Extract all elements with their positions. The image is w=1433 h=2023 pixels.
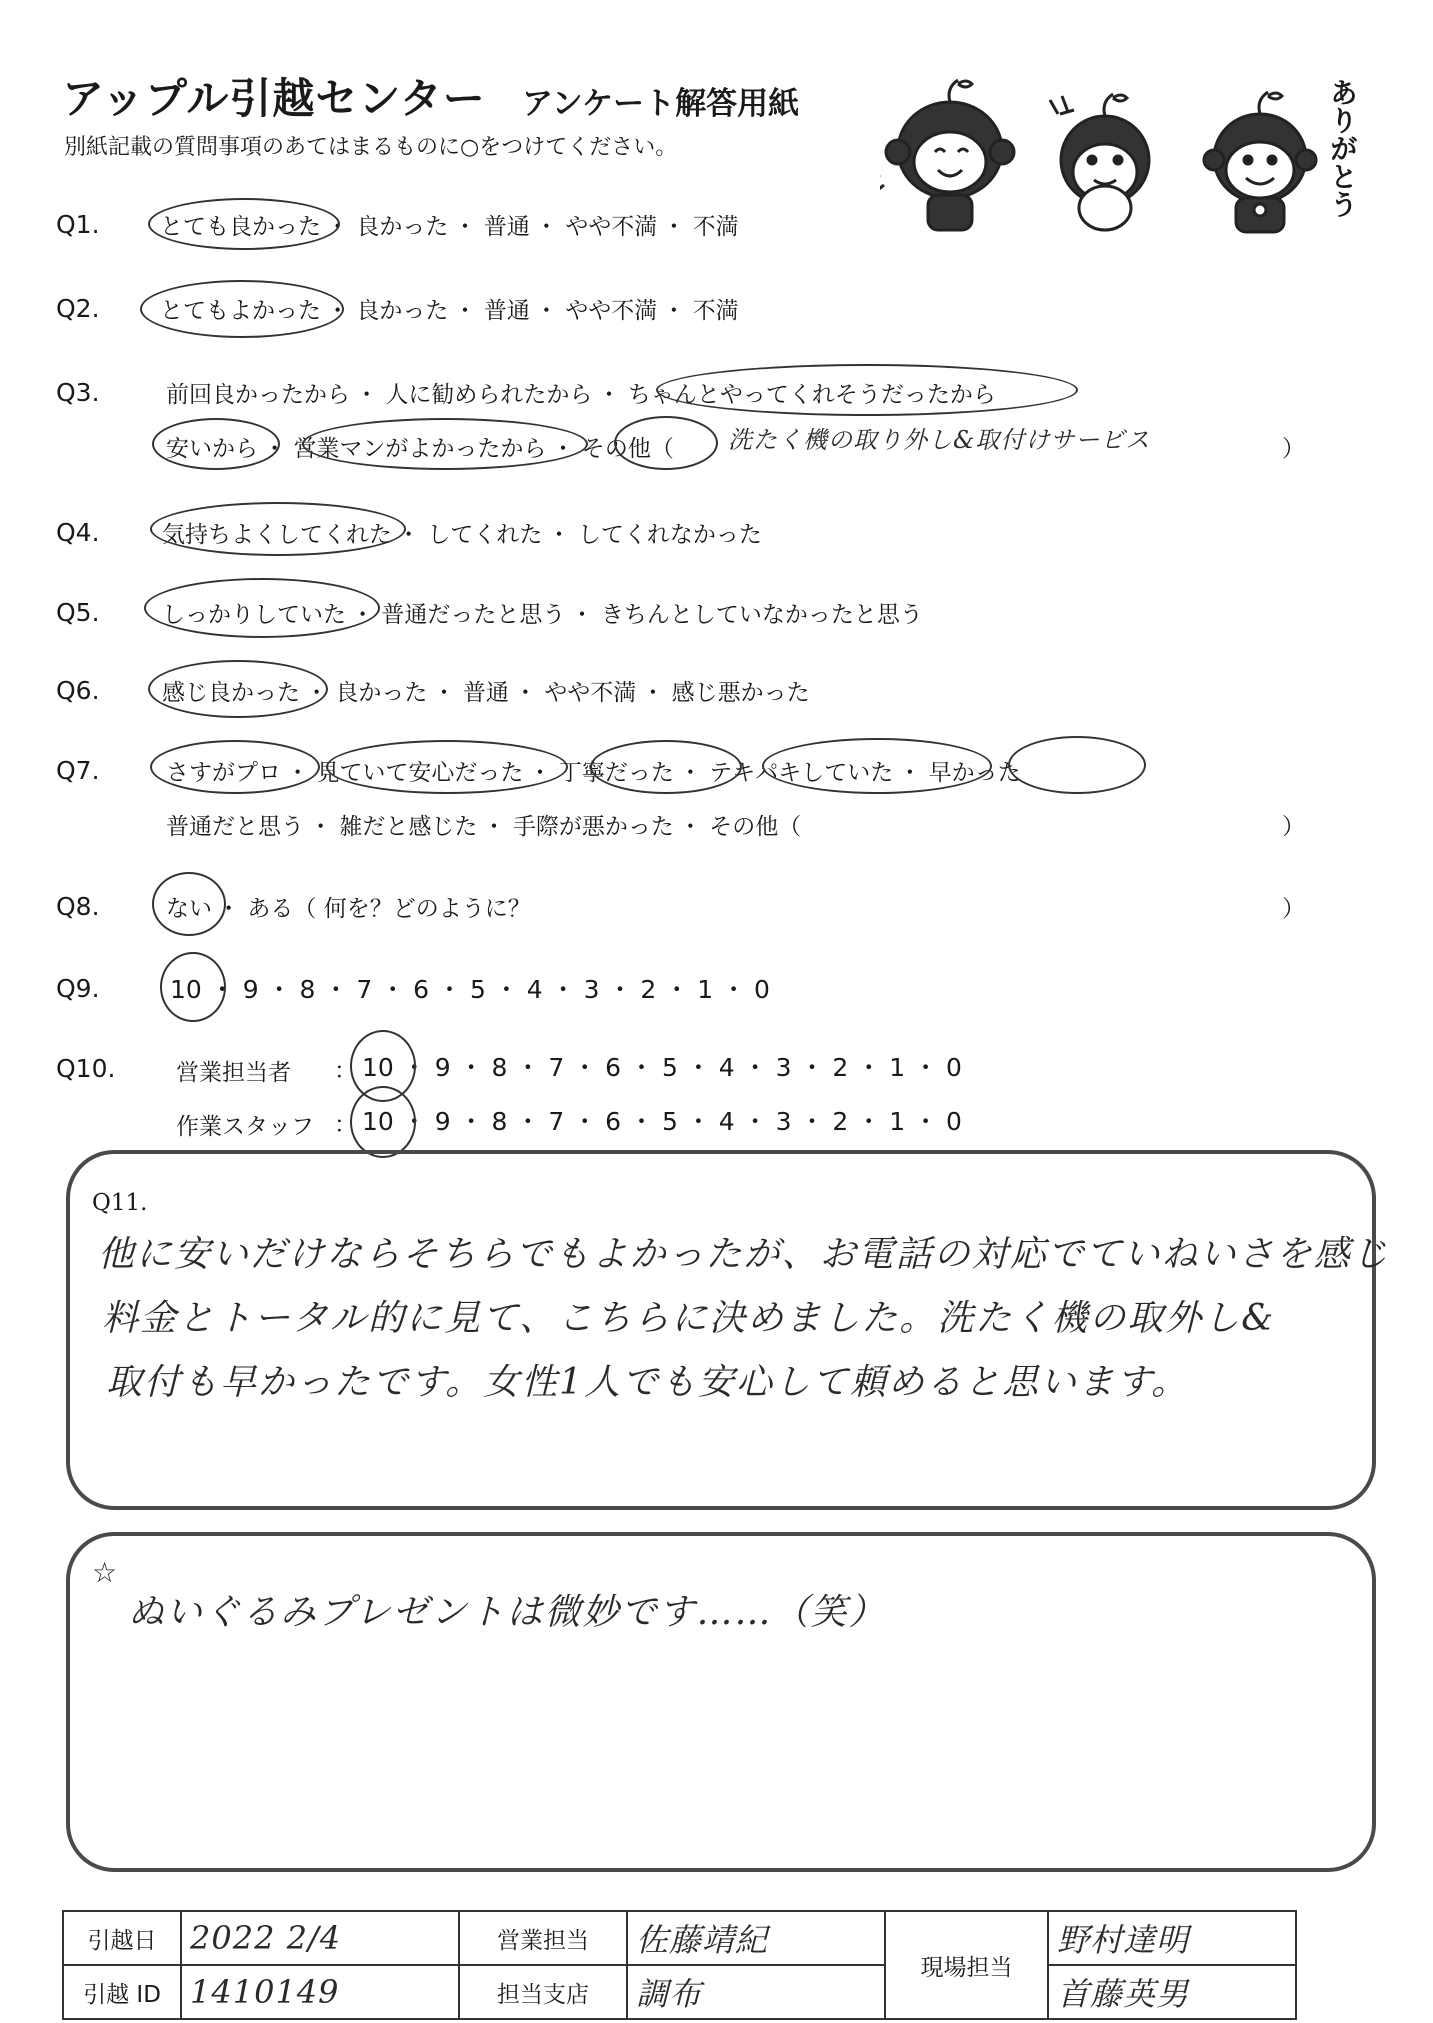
- q7-answer-circle-5: [1008, 736, 1146, 794]
- q10-sales-score-6[interactable]: 6: [605, 1053, 622, 1082]
- q2-option-5[interactable]: 不満: [692, 298, 739, 324]
- site-staff-label: 現場担当: [885, 1911, 1048, 2019]
- q9-score-7[interactable]: 7: [356, 975, 373, 1004]
- q9-label: Q9.: [56, 974, 100, 1003]
- q6-option-3[interactable]: 普通: [462, 680, 509, 706]
- q6-option-1[interactable]: 感じ良かった: [162, 680, 300, 706]
- q4-option-1[interactable]: 気持ちよくしてくれた: [162, 522, 392, 548]
- q3-close-paren: ）: [1282, 436, 1305, 462]
- q9-score-10[interactable]: 10: [170, 975, 202, 1004]
- q2-options: とてもよかった ・ 良かった ・ 普通 ・ やや不満 ・ 不満: [160, 298, 739, 324]
- q1-option-5[interactable]: 不満: [692, 214, 739, 240]
- q7-option-5[interactable]: 早かった: [928, 760, 1021, 786]
- site-staff-value-2: 首藤英男: [1048, 1965, 1296, 2019]
- q7-option-8[interactable]: 手際が悪かった: [512, 814, 674, 840]
- q9-score-6[interactable]: 6: [413, 975, 430, 1004]
- q10-staff-score-4[interactable]: 4: [718, 1107, 735, 1136]
- q9-score-8[interactable]: 8: [299, 975, 316, 1004]
- move-date-value: 2022 2/4: [181, 1911, 459, 1965]
- q8-close-paren: ）: [1282, 896, 1305, 922]
- q10-sales-score-2[interactable]: 2: [832, 1053, 849, 1082]
- q10-staff-score-10[interactable]: 10: [362, 1107, 394, 1136]
- instruction-text: 別紙記載の質問事項のあてはまるものに○をつけてください。: [64, 135, 678, 160]
- q10-label: Q10.: [56, 1054, 116, 1083]
- q8-option-1[interactable]: ない: [166, 896, 212, 922]
- q6-options: 感じ良かった ・ 良かった ・ 普通 ・ やや不満 ・ 感じ悪かった: [162, 680, 810, 706]
- q10-sales-score-0[interactable]: 0: [946, 1053, 962, 1082]
- q10-sales-score-7[interactable]: 7: [548, 1053, 565, 1082]
- q9-score-1[interactable]: 1: [697, 975, 714, 1004]
- q7-option-2[interactable]: 見ていて安心だった: [316, 760, 524, 786]
- q10-staff-score-7[interactable]: 7: [548, 1107, 565, 1136]
- q2-option-1[interactable]: とてもよかった: [160, 298, 321, 324]
- branch-label: 担当支店: [459, 1965, 627, 2019]
- q6-option-5[interactable]: 感じ悪かった: [671, 680, 810, 706]
- q11-label: Q11.: [92, 1190, 148, 1216]
- star-icon: ☆: [92, 1556, 118, 1589]
- q9-scale: 10 ・ 9 ・ 8 ・ 7 ・ 6 ・ 5 ・ 4 ・ 3 ・ 2 ・ 1 ・ 0: [170, 975, 770, 1004]
- q1-label: Q1.: [56, 210, 100, 239]
- branch-value: 調布: [627, 1965, 885, 2019]
- q8-options: ない ・ ある（ 何を？どのように？: [166, 896, 531, 922]
- q7-option-1[interactable]: さすがプロ: [166, 760, 281, 786]
- q7-options-row2: 普通だと思う ・ 雑だと感じた ・ 手際が悪かった ・ その他（: [166, 814, 802, 840]
- q1-options: とても良かった ・ 良かった ・ 普通 ・ やや不満 ・ 不満: [160, 214, 739, 240]
- q1-option-3[interactable]: 普通: [483, 214, 530, 240]
- q10-sales-scale: 10 ・ 9 ・ 8 ・ 7 ・ 6 ・ 5 ・ 4 ・ 3 ・ 2 ・ 1 ・ 0: [362, 1053, 962, 1082]
- q10-staff-score-3[interactable]: 3: [775, 1107, 792, 1136]
- thanks-vertical-text: ありがとう: [1326, 78, 1359, 218]
- extra-handwritten-comment: ぬいぐるみプレゼントは微妙です……（笑）: [128, 1592, 887, 1633]
- q10-sales-score-8[interactable]: 8: [491, 1053, 508, 1082]
- q7-label: Q7.: [56, 756, 100, 785]
- q7-option-7[interactable]: 雑だと感じた: [339, 814, 478, 840]
- sales-rep-label: 営業担当: [459, 1911, 627, 1965]
- q4-options: 気持ちよくしてくれた ・ してくれた ・ してくれなかった: [162, 522, 762, 548]
- q4-option-3[interactable]: してくれなかった: [577, 522, 762, 548]
- q11-handwritten-line-2: 料金とトータル的に見て、こちらに決めました。洗たく機の取外し&: [102, 1298, 1276, 1339]
- q3-other-handwritten: 洗たく機の取り外し&取付けサービス: [728, 426, 1151, 454]
- q3-options-row2: 安いから ・ 営業マンがよかったから ・ その他（: [166, 436, 674, 462]
- q1-option-1[interactable]: とても良かった: [160, 214, 321, 240]
- q10-sales-label: 営業担当者: [176, 1060, 291, 1086]
- q3-option-2[interactable]: 人に勧められたから: [385, 382, 593, 408]
- q2-option-2[interactable]: 良かった: [356, 298, 449, 324]
- q10-staff-score-1[interactable]: 1: [889, 1107, 906, 1136]
- q5-option-3[interactable]: きちんとしていなかったと思う: [600, 602, 923, 628]
- q3-option-6[interactable]: その他: [581, 436, 651, 462]
- q9-score-3[interactable]: 3: [583, 975, 600, 1004]
- company-title: アップル引越センター: [62, 74, 486, 123]
- q3-option-5[interactable]: 営業マンがよかったから: [293, 436, 547, 462]
- q10-sales-score-9[interactable]: 9: [434, 1053, 451, 1082]
- q10-staff-score-2[interactable]: 2: [832, 1107, 849, 1136]
- monkey-mascot-group: [880, 70, 1350, 240]
- q8-label: Q8.: [56, 892, 100, 921]
- q9-score-0[interactable]: 0: [754, 975, 770, 1004]
- q5-option-1[interactable]: しっかりしていた: [162, 602, 346, 628]
- q1-option-4[interactable]: やや不満: [565, 214, 658, 240]
- q1-option-2[interactable]: 良かった: [356, 214, 449, 240]
- q10-staff-label: 作業スタッフ: [176, 1114, 314, 1140]
- q6-option-4[interactable]: やや不満: [544, 680, 637, 706]
- q5-options: しっかりしていた ・ 普通だったと思う ・ きちんとしていなかったと思う: [162, 602, 923, 628]
- q10-sales-score-1[interactable]: 1: [889, 1053, 906, 1082]
- q7-option-3[interactable]: 丁寧だった: [558, 760, 674, 786]
- q10-staff-score-6[interactable]: 6: [605, 1107, 622, 1136]
- q11-handwritten-line-1: 他に安いだけならそちらでもよかったが、お電話の対応でていねいさを感じ: [98, 1234, 1390, 1275]
- q10-staff-score-5[interactable]: 5: [661, 1107, 678, 1136]
- q3-option-3[interactable]: ちゃんとやってくれそうだったから: [627, 382, 996, 408]
- q3-option-4[interactable]: 安いから: [166, 436, 258, 462]
- q2-option-4[interactable]: やや不満: [565, 298, 658, 324]
- q9-score-9[interactable]: 9: [242, 975, 259, 1004]
- extra-comment-box: [66, 1532, 1376, 1872]
- q4-label: Q4.: [56, 518, 100, 547]
- q9-score-5[interactable]: 5: [469, 975, 486, 1004]
- q11-handwritten-line-3: 取付も早かったです。女性1人でも安心して頼めると思います。: [106, 1362, 1190, 1403]
- q10-staff-score-8[interactable]: 8: [491, 1107, 508, 1136]
- footer-info-table: [62, 1910, 1297, 2020]
- q8-option-2[interactable]: ある（ 何を？どのように？: [247, 896, 531, 922]
- q10-staff-score-9[interactable]: 9: [434, 1107, 451, 1136]
- q10-sales-score-10[interactable]: 10: [362, 1053, 394, 1082]
- q10-staff-scale: 10 ・ 9 ・ 8 ・ 7 ・ 6 ・ 5 ・ 4 ・ 3 ・ 2 ・ 1 ・ 0: [362, 1107, 962, 1136]
- q2-option-3[interactable]: 普通: [483, 298, 530, 324]
- q3-option-1[interactable]: 前回良かったから: [166, 382, 350, 408]
- move-id-label: 引越 ID: [63, 1965, 181, 2019]
- form-subtitle: アンケート解答用紙: [522, 86, 800, 122]
- sales-rep-value: 佐藤靖紀: [627, 1911, 885, 1965]
- q6-label: Q6.: [56, 676, 100, 705]
- q7-close-paren: ）: [1282, 814, 1305, 840]
- q5-label: Q5.: [56, 598, 100, 627]
- q3-label: Q3.: [56, 378, 100, 407]
- monkey-mascots-illustration: [880, 70, 1350, 240]
- move-date-label: 引越日: [63, 1911, 181, 1965]
- q3-options-row1: 前回良かったから ・ 人に勧められたから ・ ちゃんとやってくれそうだったから: [166, 382, 996, 408]
- q4-option-2[interactable]: してくれた: [427, 522, 543, 548]
- q6-option-2[interactable]: 良かった: [335, 680, 428, 706]
- q5-option-2[interactable]: 普通だったと思う: [381, 602, 566, 628]
- q7-option-9[interactable]: その他（: [709, 814, 802, 840]
- site-staff-value-1: 野村達明: [1048, 1911, 1296, 1965]
- q10-staff-score-0[interactable]: 0: [946, 1107, 962, 1136]
- q9-score-4[interactable]: 4: [526, 975, 543, 1004]
- q7-options-row1: さすがプロ ・ 見ていて安心だった ・ 丁寧だった ・ テキパキしていた ・ 早かった: [166, 760, 1021, 786]
- move-id-value: 1410149: [181, 1965, 459, 2019]
- q7-option-6[interactable]: 普通だと思う: [166, 814, 304, 840]
- q10-sales-score-3[interactable]: 3: [775, 1053, 792, 1082]
- q2-label: Q2.: [56, 294, 100, 323]
- q7-option-4[interactable]: テキパキしていた: [709, 760, 894, 786]
- q9-score-2[interactable]: 2: [640, 975, 657, 1004]
- q10-sales-score-5[interactable]: 5: [661, 1053, 678, 1082]
- q10-sales-score-4[interactable]: 4: [718, 1053, 735, 1082]
